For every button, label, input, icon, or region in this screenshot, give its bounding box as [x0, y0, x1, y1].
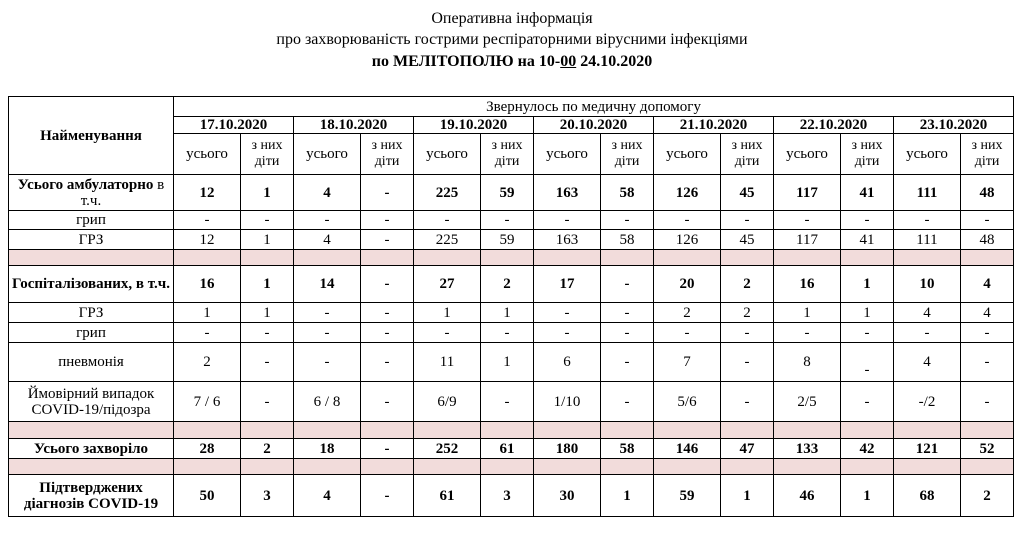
cell-total: - [894, 211, 961, 230]
cell-children: - [841, 382, 894, 422]
cell-children: - [481, 382, 534, 422]
separator-cell [174, 459, 241, 475]
separator-row [9, 459, 1014, 475]
cell-total: 133 [774, 439, 841, 459]
cell-children: - [241, 323, 294, 343]
cell-total: 7 [654, 343, 721, 382]
cell-total: 126 [654, 230, 721, 250]
cell-total: 4 [894, 343, 961, 382]
cell-children: 1 [481, 303, 534, 323]
table-row [9, 382, 1014, 422]
cell-children: 3 [241, 475, 294, 517]
subheader-total: усього [294, 134, 361, 175]
cell-children: - [361, 266, 414, 303]
cell-children: - [721, 211, 774, 230]
date-header: 21.10.2020 [654, 117, 774, 134]
separator-cell [414, 250, 481, 266]
cell-total: 28 [174, 439, 241, 459]
cell-total: 126 [654, 175, 721, 211]
subheader-children: з них діти [481, 134, 534, 175]
cell-children: - [481, 323, 534, 343]
table-row [9, 323, 1014, 343]
cell-total: 1/10 [534, 382, 601, 422]
cell-total: 4 [294, 175, 361, 211]
cell-total: 6 [534, 343, 601, 382]
cell-total: 30 [534, 475, 601, 517]
cell-children: 2 [961, 475, 1014, 517]
cell-total: - [174, 323, 241, 343]
cell-children: - [361, 230, 414, 250]
cell-total: - [294, 323, 361, 343]
cell-total: 2 [174, 343, 241, 382]
table-row [9, 175, 1014, 211]
date-header: 19.10.2020 [414, 117, 534, 134]
cell-total: 46 [774, 475, 841, 517]
cell-total: - [294, 303, 361, 323]
cell-total: 7 / 6 [174, 382, 241, 422]
cell-children: 1 [841, 303, 894, 323]
cell-total: 11 [414, 343, 481, 382]
row-label: грип [9, 323, 174, 343]
cell-children: 1 [241, 175, 294, 211]
cell-total: 16 [174, 266, 241, 303]
separator-cell [361, 250, 414, 266]
separator-cell [601, 459, 654, 475]
cell-children: - [721, 323, 774, 343]
cell-children: 41 [841, 230, 894, 250]
separator-cell [534, 459, 601, 475]
cell-total: - [414, 323, 481, 343]
date-header: 18.10.2020 [294, 117, 414, 134]
morbidity-table [8, 96, 1014, 517]
cell-children: 41 [841, 175, 894, 211]
cell-total: 14 [294, 266, 361, 303]
table-row [9, 303, 1014, 323]
date-header: 22.10.2020 [774, 117, 894, 134]
separator-cell [9, 422, 174, 439]
cell-children: 45 [721, 230, 774, 250]
separator-cell [534, 422, 601, 439]
separator-cell [894, 459, 961, 475]
subheader-total: усього [174, 134, 241, 175]
row-label: Усього амбулаторно в т.ч. [9, 175, 174, 211]
cell-children: - [361, 382, 414, 422]
cell-children: 47 [721, 439, 774, 459]
cell-children: 2 [721, 266, 774, 303]
cell-children: - [361, 439, 414, 459]
cell-children: - [841, 343, 894, 382]
cell-total: 180 [534, 439, 601, 459]
cell-total: - [654, 211, 721, 230]
row-label: Усього захворіло [9, 439, 174, 459]
separator-cell [961, 422, 1014, 439]
cell-children: - [721, 382, 774, 422]
separator-cell [654, 459, 721, 475]
row-label: Підтверджених діагнозів COVID-19 [9, 475, 174, 517]
cell-total: 117 [774, 230, 841, 250]
cell-children: - [241, 343, 294, 382]
cell-children: - [241, 211, 294, 230]
cell-children: 58 [601, 175, 654, 211]
row-label: ГРЗ [9, 303, 174, 323]
cell-children: 59 [481, 230, 534, 250]
separator-cell [721, 459, 774, 475]
table-row [9, 230, 1014, 250]
cell-total: 121 [894, 439, 961, 459]
cell-children: 59 [481, 175, 534, 211]
title-line-2: про захворюваність гострими респіраторними вірусними інфекціями [276, 31, 748, 48]
cell-total: 225 [414, 230, 481, 250]
cell-total: 27 [414, 266, 481, 303]
separator-cell [961, 250, 1014, 266]
row-label: Ймовірний випадок COVID-19/підозра [9, 382, 174, 422]
cell-total: 68 [894, 475, 961, 517]
cell-total: 18 [294, 439, 361, 459]
cell-total: 4 [294, 475, 361, 517]
group-header: Звернулось по медичну допомогу [174, 97, 1014, 117]
cell-children: 1 [721, 475, 774, 517]
cell-total: 225 [414, 175, 481, 211]
separator-cell [9, 250, 174, 266]
separator-cell [414, 422, 481, 439]
cell-children: 42 [841, 439, 894, 459]
separator-row [9, 422, 1014, 439]
cell-total: - [774, 323, 841, 343]
cell-children: - [601, 343, 654, 382]
cell-total: 12 [174, 230, 241, 250]
separator-cell [174, 422, 241, 439]
title-line-1: Оперативна інформація [431, 10, 593, 27]
table-row [9, 343, 1014, 382]
cell-children: 61 [481, 439, 534, 459]
table-row [9, 266, 1014, 303]
row-label: ГРЗ [9, 230, 174, 250]
cell-total: 10 [894, 266, 961, 303]
cell-children: - [841, 323, 894, 343]
cell-total: - [174, 211, 241, 230]
cell-total: - [894, 323, 961, 343]
cell-total: 17 [534, 266, 601, 303]
row-label: грип [9, 211, 174, 230]
cell-total: 1 [414, 303, 481, 323]
date-header: 20.10.2020 [534, 117, 654, 134]
cell-total: 5/6 [654, 382, 721, 422]
cell-total: - [654, 323, 721, 343]
subheader-total: усього [774, 134, 841, 175]
cell-children: 1 [241, 303, 294, 323]
title-line-3: по МЕЛІТОПОЛЮ на 10-00 24.10.2020 [371, 53, 653, 70]
separator-cell [294, 459, 361, 475]
cell-children: - [241, 382, 294, 422]
cell-total: 16 [774, 266, 841, 303]
cell-children: 2 [241, 439, 294, 459]
cell-total: 163 [534, 230, 601, 250]
cell-total: - [534, 323, 601, 343]
cell-children: - [361, 175, 414, 211]
cell-children: 58 [601, 230, 654, 250]
separator-cell [601, 250, 654, 266]
row-label: Госпіталізованих, в т.ч. [9, 266, 174, 303]
cell-total: - [294, 343, 361, 382]
cell-children: - [361, 211, 414, 230]
separator-cell [241, 459, 294, 475]
subheader-children: з них діти [241, 134, 294, 175]
cell-children: - [601, 382, 654, 422]
cell-total: 2 [654, 303, 721, 323]
separator-cell [841, 459, 894, 475]
cell-children: - [961, 382, 1014, 422]
cell-children: - [361, 303, 414, 323]
cell-children: 45 [721, 175, 774, 211]
cell-total: 61 [414, 475, 481, 517]
separator-cell [774, 250, 841, 266]
separator-cell [361, 422, 414, 439]
separator-cell [241, 250, 294, 266]
separator-cell [961, 459, 1014, 475]
cell-children: 52 [961, 439, 1014, 459]
separator-cell [361, 459, 414, 475]
cell-children: - [601, 323, 654, 343]
cell-children: 1 [481, 343, 534, 382]
cell-children: - [961, 323, 1014, 343]
separator-cell [721, 422, 774, 439]
cell-children: 1 [241, 230, 294, 250]
cell-total: 6/9 [414, 382, 481, 422]
cell-children: - [961, 343, 1014, 382]
subheader-children: з них діти [721, 134, 774, 175]
cell-children: 2 [721, 303, 774, 323]
separator-cell [841, 250, 894, 266]
separator-cell [894, 422, 961, 439]
cell-total: 50 [174, 475, 241, 517]
separator-cell [654, 422, 721, 439]
cell-children: 4 [961, 266, 1014, 303]
cell-children: - [361, 343, 414, 382]
cell-total: 6 / 8 [294, 382, 361, 422]
separator-cell [294, 422, 361, 439]
row-label: пневмонія [9, 343, 174, 382]
cell-total: 12 [174, 175, 241, 211]
cell-children: 1 [841, 475, 894, 517]
subheader-total: усього [534, 134, 601, 175]
cell-total: - [534, 211, 601, 230]
cell-total: 4 [294, 230, 361, 250]
separator-cell [414, 459, 481, 475]
separator-cell [294, 250, 361, 266]
subheader-children: з них діти [961, 134, 1014, 175]
separator-cell [601, 422, 654, 439]
cell-children: 1 [241, 266, 294, 303]
cell-total: 111 [894, 175, 961, 211]
cell-total: 146 [654, 439, 721, 459]
cell-total: 2/5 [774, 382, 841, 422]
separator-cell [654, 250, 721, 266]
cell-children: 48 [961, 230, 1014, 250]
separator-cell [774, 459, 841, 475]
subheader-total: усього [894, 134, 961, 175]
subheader-total: усього [654, 134, 721, 175]
cell-children: 1 [841, 266, 894, 303]
cell-total: 163 [534, 175, 601, 211]
separator-cell [721, 250, 774, 266]
cell-children: - [481, 211, 534, 230]
separator-cell [481, 250, 534, 266]
cell-children: - [601, 211, 654, 230]
cell-children: 2 [481, 266, 534, 303]
cell-children: 1 [601, 475, 654, 517]
table-row [9, 439, 1014, 459]
cell-children: - [721, 343, 774, 382]
separator-cell [481, 459, 534, 475]
cell-total: -/2 [894, 382, 961, 422]
cell-total: 59 [654, 475, 721, 517]
cell-total: - [774, 211, 841, 230]
cell-total: 252 [414, 439, 481, 459]
separator-cell [894, 250, 961, 266]
table-row [9, 211, 1014, 230]
separator-cell [241, 422, 294, 439]
cell-total: - [534, 303, 601, 323]
separator-cell [174, 250, 241, 266]
table-row [9, 475, 1014, 517]
cell-children: - [841, 211, 894, 230]
cell-total: 8 [774, 343, 841, 382]
cell-total: 111 [894, 230, 961, 250]
separator-cell [841, 422, 894, 439]
cell-children: - [361, 323, 414, 343]
cell-children: - [601, 266, 654, 303]
separator-cell [534, 250, 601, 266]
date-header: 23.10.2020 [894, 117, 1014, 134]
separator-cell [9, 459, 174, 475]
subheader-children: з них діти [841, 134, 894, 175]
subheader-children: з них діти [361, 134, 414, 175]
cell-total: 1 [774, 303, 841, 323]
date-header: 17.10.2020 [174, 117, 294, 134]
cell-children: - [361, 475, 414, 517]
cell-total: - [414, 211, 481, 230]
cell-total: 1 [174, 303, 241, 323]
cell-total: 117 [774, 175, 841, 211]
cell-children: 58 [601, 439, 654, 459]
cell-children: 3 [481, 475, 534, 517]
cell-children: - [961, 211, 1014, 230]
cell-children: 4 [961, 303, 1014, 323]
subheader-children: з них діти [601, 134, 654, 175]
cell-total: 20 [654, 266, 721, 303]
subheader-total: усього [414, 134, 481, 175]
cell-children: 48 [961, 175, 1014, 211]
separator-cell [481, 422, 534, 439]
separator-row [9, 250, 1014, 266]
cell-total: 4 [894, 303, 961, 323]
cell-children: - [601, 303, 654, 323]
name-column-header: Найменування [9, 97, 174, 175]
separator-cell [774, 422, 841, 439]
cell-total: - [294, 211, 361, 230]
